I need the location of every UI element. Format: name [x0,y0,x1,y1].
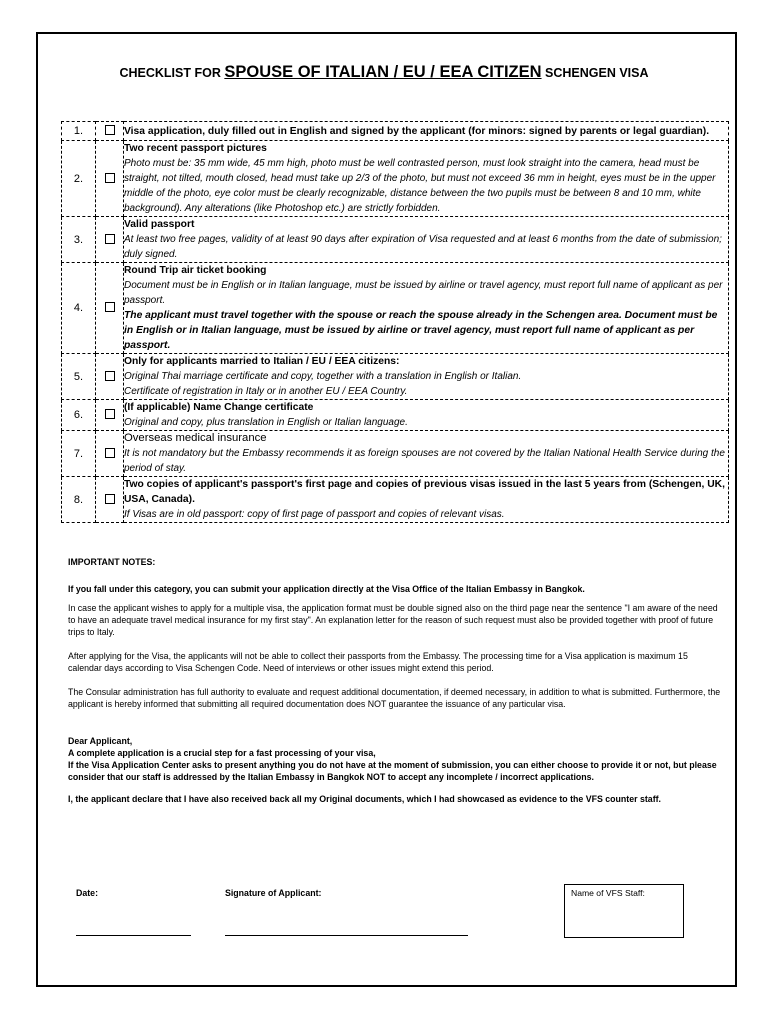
checkbox-cell [96,263,124,354]
item-number: 8. [62,477,96,523]
checklist-row [62,354,729,400]
checklist-row [62,431,729,477]
checkbox[interactable] [105,448,115,458]
checkbox-cell [96,431,124,477]
important-notes [68,556,723,805]
item-description [124,122,729,141]
checkbox[interactable] [105,302,115,312]
item-heading: Two copies of applicant's passport's first page and copies of previous visas issued in the last 5 years from (Schengen, UK, USA, Canada). [124,479,725,505]
item-heading: Valid passport [124,219,195,230]
item-description [124,400,729,431]
item-detail: Original and copy, plus translation in English or Italian language. [124,417,408,428]
item-number: 7. [62,431,96,477]
notes-processing-time: After applying for the Visa, the applicants will not be able to collect their passports from the Embassy. The processing time for a Visa application is maximum 15 calendar days according to Visa Schengen Code. Need of interviews or other issues might extend this period. [68,651,688,673]
dear-applicant: Dear Applicant, [68,736,133,746]
signature-line[interactable] [225,935,468,936]
checkbox[interactable] [105,125,115,135]
item-heading: Two recent passport pictures [124,143,267,154]
notes-multiple-visa: In case the applicant wishes to apply for a multiple visa, the application format must be double signed also on the third page near the sentence "I am aware of the need to have an adequate travel medical insurance for my first stay". An explanation letter for the reason of such request must also be provided together with proof of future trips to Italy. [68,603,718,637]
item-detail: Certificate of registration in Italy or in another EU / EEA Country. [124,386,408,397]
checkbox-cell [96,217,124,263]
notes-category-line: If you fall under this category, you can submit your application directly at the Visa Office of the Italian Embassy in Bangkok. [68,584,585,594]
item-heading: Overseas medical insurance [124,432,267,444]
checkbox[interactable] [105,494,115,504]
item-description [124,263,729,354]
item-number: 3. [62,217,96,263]
item-detail: Document must be in English or in Italian language, must be issued by airline or travel agency, must report full name of applicant as per passport. [124,280,723,306]
checklist-row [62,477,729,523]
item-heading: Round Trip air ticket booking [124,265,267,276]
checklist-row [62,400,729,431]
item-number: 5. [62,354,96,400]
item-number: 6. [62,400,96,431]
date-label: Date: [76,888,98,898]
checklist-row [62,263,729,354]
item-detail: At least two free pages, validity of at least 90 days after expiration of Visa requested and at least 6 months from the date of submission; duly signed. [124,234,722,260]
item-detail: If Visas are in old passport: copy of first page of passport and copies of relevant visas. [124,509,505,520]
vfs-staff-label: Name of VFS Staff: [571,888,645,898]
checklist-row [62,141,729,217]
page-title [0,63,768,82]
item-detail: The applicant must travel together with the spouse or reach the spouse already in the Schengen area. Document must be in English or in Italian language, must be issued by airline or travel agency, must report full name of applicant as per passport. [124,310,718,351]
item-detail: Photo must be: 35 mm wide, 45 mm high, photo must be well contrasted person, must look straight into the camera, head must be straight, not tilted, mouth closed, head must take up 2/3 of the photo, but must not exceed 36 mm in height, eyes must be in the upper middle of the photo, eye color must be clearly recognizable, distance between the two pupils must be between 8 and 10 mm, white background). Any alterations (like Photoshop etc.) are strictly forbidden. [124,158,716,214]
dear-applicant-line2: If the Visa Application Center asks to present anything you do not have at the moment of submission, you can either choose to provide it or not, but please consider that our staff is addressed by the Italian Embassy in Bangkok NOT to accept any incomplete / incorrect applications. [68,760,717,782]
notes-consular-authority: The Consular administration has full authority to evaluate and request additional documentation, if deemed necessary, in addition to what is submitted. Furthermore, the applicant is hereby informed that submitting all required documentation does NOT guarantee the issuance of any particular visa. [68,687,721,709]
vfs-staff-box[interactable] [564,884,684,938]
checklist-row [62,122,729,141]
item-heading: Only for applicants married to Italian / EU / EEA citizens: [124,356,400,367]
checkbox[interactable] [105,409,115,419]
checkbox-cell [96,122,124,141]
item-detail: Original Thai marriage certificate and copy, together with a translation in English or Italian. [124,371,522,382]
item-description [124,354,729,400]
item-detail: It is not mandatory but the Embassy recommends it as foreign spouses are not covered by the Italian National Health Service during the period of stay. [124,448,725,474]
item-description [124,217,729,263]
applicant-declaration: I, the applicant declare that I have also received back all my Original documents, which I had showcased as evidence to the VFS counter staff. [68,794,661,804]
item-number: 4. [62,263,96,354]
signature-label: Signature of Applicant: [225,888,322,898]
checkbox-cell [96,477,124,523]
item-description [124,141,729,217]
dear-applicant-line1: A complete application is a crucial step for a fast processing of your visa, [68,748,376,758]
checklist-row [62,217,729,263]
item-number: 1. [62,122,96,141]
item-heading: Visa application, duly filled out in English and signed by the applicant (for minors: signed by parents or legal guardian). [124,125,710,137]
date-line[interactable] [76,935,191,936]
checkbox[interactable] [105,371,115,381]
item-number: 2. [62,141,96,217]
checkbox-cell [96,400,124,431]
item-heading: (If applicable) Name Change certificate [124,402,314,413]
item-description [124,477,729,523]
notes-heading: IMPORTANT NOTES: [68,557,156,567]
checkbox[interactable] [105,234,115,244]
checkbox[interactable] [105,173,115,183]
title-main: SPOUSE OF ITALIAN / EU / EEA CITIZEN [224,63,542,81]
checklist-table [61,121,729,523]
checkbox-cell [96,141,124,217]
checkbox-cell [96,354,124,400]
title-suffix: SCHENGEN VISA [545,66,649,80]
title-prefix: CHECKLIST FOR [119,66,221,80]
item-description [124,431,729,477]
